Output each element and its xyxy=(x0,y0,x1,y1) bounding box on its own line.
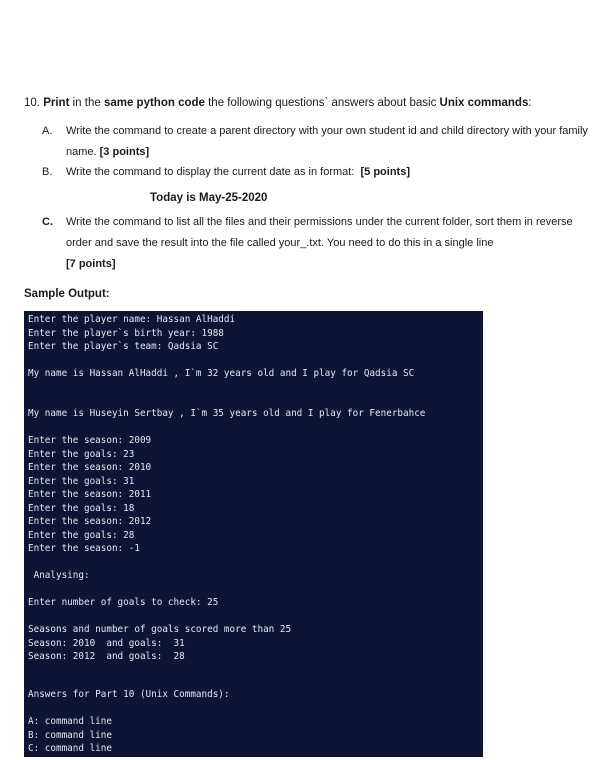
terminal-line: Enter the season: 2009 xyxy=(28,435,152,446)
terminal-line: My name is Huseyin Sertbay , I`m 35 years old and I play for Fenerbahce xyxy=(28,408,426,419)
item-letter: A. xyxy=(42,125,53,137)
following-text: the following questions` answers about basic xyxy=(204,97,440,109)
terminal-line: Season: 2010 and goals: 31 xyxy=(28,637,185,649)
terminal-line: Enter number of goals to check: 25 xyxy=(28,597,219,608)
item-letter: C. xyxy=(42,216,53,228)
item-a-text: Write the command to create a parent directory with your own student id and child directory with your family name. xyxy=(66,125,588,158)
terminal-line: Enter the season: 2010 xyxy=(28,462,152,473)
item-text xyxy=(66,162,410,183)
terminal-line: Enter the goals: 23 xyxy=(28,448,135,460)
item-b-text: Write the command to display the current date as in format: xyxy=(66,166,355,178)
item-b-points: [5 points] xyxy=(360,166,410,178)
question-number: 10. xyxy=(24,97,40,109)
in-the-text: in the xyxy=(69,97,104,109)
item-letter: B. xyxy=(42,166,53,178)
today-example: Today is May-25-2020 xyxy=(150,192,268,204)
terminal-line: Enter the goals: 31 xyxy=(28,475,135,487)
terminal-line: Enter the season: 2011 xyxy=(28,489,152,500)
terminal-line: Enter the season: -1 xyxy=(28,543,140,554)
terminal-line: A: command line xyxy=(28,716,112,727)
terminal-line: C: command line xyxy=(28,743,112,754)
item-c-points: [7 points] xyxy=(66,258,116,270)
terminal-line: Seasons and number of goals scored more than 25 xyxy=(28,624,292,635)
item-text xyxy=(66,212,591,275)
terminal-output xyxy=(24,311,483,757)
terminal-line: Enter the season: 2012 xyxy=(28,516,152,527)
item-c-text: Write the command to list all the files and their permissions under the current folder, sort them in reverse order and save the result into the file called your_.txt. You need to do this in a single line xyxy=(66,216,573,249)
terminal-line: B: command line xyxy=(28,729,112,741)
terminal-line: Enter the player name: Hassan AlHaddi xyxy=(28,314,236,325)
terminal-line: Enter the player`s team: Qadsia SC xyxy=(28,341,219,352)
terminal-line: Season: 2012 and goals: 28 xyxy=(28,651,185,662)
item-text xyxy=(66,121,596,163)
item-a-points: [3 points] xyxy=(99,146,150,158)
terminal-line: Analysing: xyxy=(28,570,90,581)
terminal-line: My name is Hassan AlHaddi , I`m 32 years old and I play for Qadsia SC xyxy=(28,368,415,379)
terminal-line: Enter the player`s birth year: 1988 xyxy=(28,327,224,339)
terminal-line: Enter the goals: 18 xyxy=(28,502,135,514)
sample-output-label: Sample Output: xyxy=(24,288,110,300)
question-heading xyxy=(24,97,532,109)
terminal-line: Enter the goals: 28 xyxy=(28,529,135,541)
heading-colon: : xyxy=(528,97,532,109)
unix-keyword: Unix commands xyxy=(439,97,529,109)
same-code-keyword: same python code xyxy=(103,97,205,109)
terminal-line: Answers for Part 10 (Unix Commands): xyxy=(28,689,230,700)
print-keyword: Print xyxy=(43,97,70,109)
